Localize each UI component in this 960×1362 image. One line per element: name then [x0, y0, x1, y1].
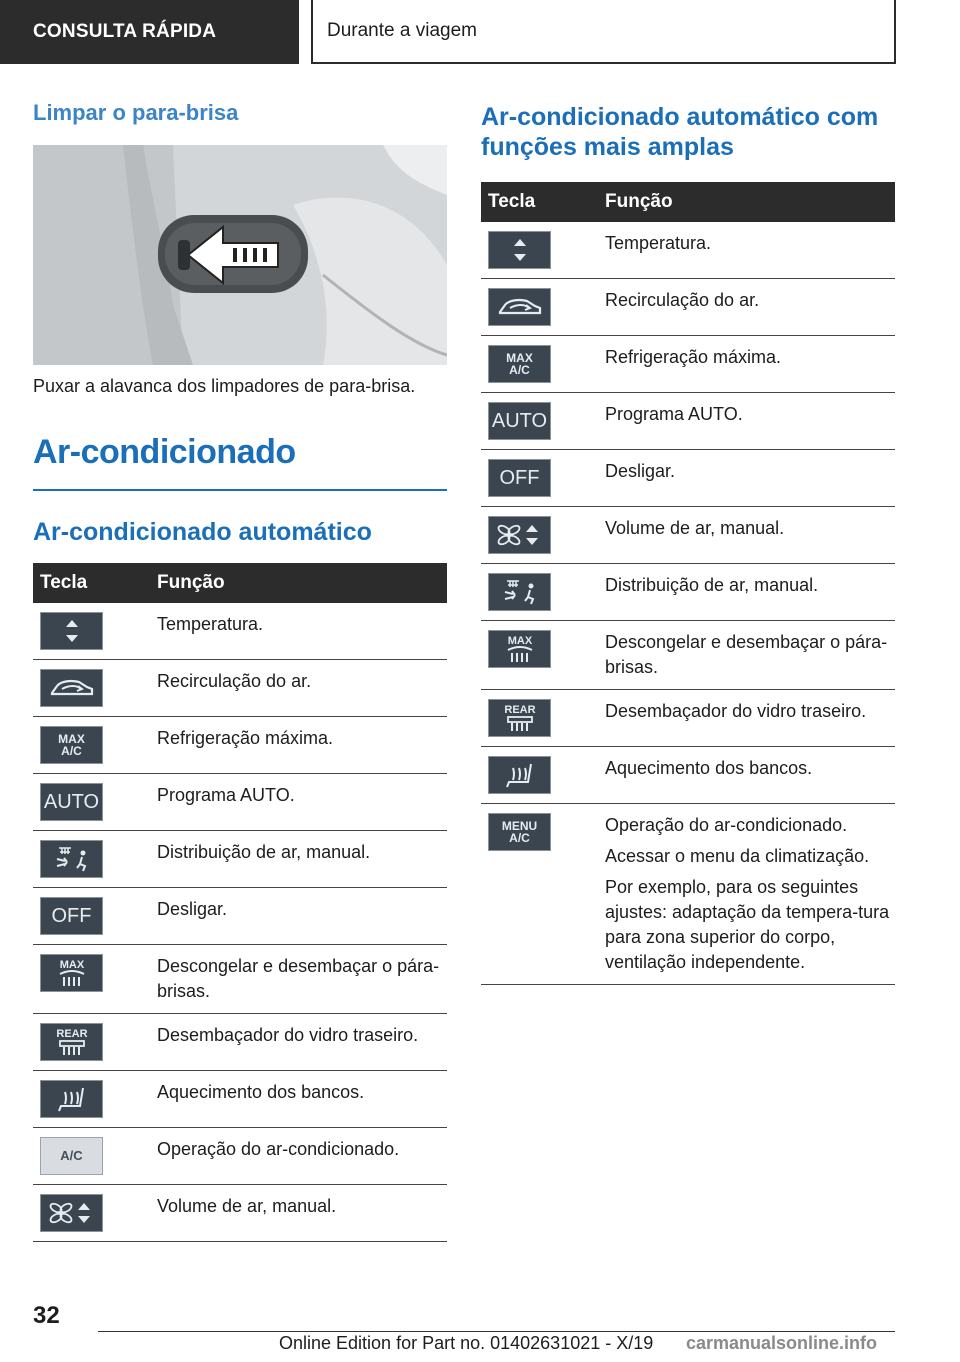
key-cell — [481, 507, 605, 564]
function-cell — [605, 393, 895, 450]
table-row — [481, 507, 895, 564]
col-header-function: Função — [157, 563, 447, 603]
function-text: Operação do ar-condicionado. — [605, 815, 848, 835]
chapter-tab: Durante a viagem — [311, 0, 896, 64]
function-text: Programa AUTO. — [157, 785, 295, 805]
table-row — [481, 279, 895, 336]
recirculation-car-icon — [488, 288, 551, 326]
function-text: Programa AUTO. — [605, 404, 743, 424]
off-icon — [40, 897, 103, 935]
function-cell — [157, 888, 447, 945]
function-cell — [605, 690, 895, 747]
table-header — [481, 182, 895, 222]
wiper-lever-photo — [33, 145, 447, 365]
table-row — [33, 888, 447, 945]
key-cell — [481, 336, 605, 393]
table-row — [481, 450, 895, 507]
key-label: MENU A/C — [501, 819, 538, 845]
function-cell — [157, 774, 447, 831]
fan-volume-icon — [488, 516, 551, 554]
key-cell — [481, 747, 605, 804]
function-text: Refrigeração máxima. — [157, 728, 334, 748]
menu-ac-icon — [488, 813, 551, 851]
col-header-key: Tecla — [33, 563, 157, 603]
key-cell — [481, 393, 605, 450]
ac-chapter-title: Ar-condicionado — [33, 433, 296, 471]
auto-ac-title: Ar-condicionado automático — [33, 518, 372, 546]
auto-ac-table — [33, 563, 447, 1242]
function-cell — [157, 603, 447, 660]
recirculation-car-icon — [40, 669, 103, 707]
key-label: MAX A/C — [506, 351, 533, 377]
wiper-lever-illustration — [33, 145, 447, 365]
function-text: Operação do ar-condicionado. — [157, 1139, 400, 1159]
table-row — [481, 621, 895, 690]
footer-rule — [98, 1331, 895, 1332]
table-row — [33, 717, 447, 774]
key-cell — [481, 564, 605, 621]
off-icon — [488, 459, 551, 497]
function-text: Por exemplo, para os seguintes ajustes: adaptação da tempera-tura para zona superior do corpo, ventilação independente. — [605, 877, 890, 972]
max-ac-icon — [40, 726, 103, 764]
table-row — [481, 336, 895, 393]
table-row — [33, 774, 447, 831]
auto-icon — [40, 783, 103, 821]
col-header-function: Função — [605, 182, 895, 222]
key-cell — [33, 1014, 157, 1071]
title-rule — [33, 489, 447, 491]
auto-icon — [488, 402, 551, 440]
section-tab: CONSULTA RÁPIDA — [0, 0, 299, 64]
function-text: Aquecimento dos bancos. — [605, 758, 813, 778]
key-cell — [481, 621, 605, 690]
function-cell — [157, 1128, 447, 1185]
max-defrost-icon — [40, 954, 103, 992]
key-cell — [33, 1071, 157, 1128]
svg-text:REAR: REAR — [503, 704, 536, 716]
function-cell — [157, 945, 447, 1014]
wiper-caption: Puxar a alavanca dos limpadores de para-brisa. — [33, 376, 416, 396]
key-label: MAX A/C — [58, 732, 85, 758]
function-cell — [157, 717, 447, 774]
key-label: OFF — [499, 467, 540, 489]
page-number: 32 — [33, 1302, 60, 1329]
right-column — [481, 102, 895, 985]
table-row — [33, 945, 447, 1014]
key-cell — [33, 1185, 157, 1242]
function-text: Volume de ar, manual. — [605, 518, 785, 538]
svg-text:MAX: MAX — [507, 635, 532, 647]
function-cell — [605, 336, 895, 393]
table-row — [481, 564, 895, 621]
function-cell — [605, 279, 895, 336]
max-ac-icon — [488, 345, 551, 383]
table-row — [481, 804, 895, 985]
key-cell — [481, 279, 605, 336]
function-text: Desligar. — [605, 461, 676, 481]
function-cell — [605, 747, 895, 804]
seat-heating-icon — [488, 756, 551, 794]
function-cell — [605, 222, 895, 279]
col-header-key: Tecla — [481, 182, 605, 222]
left-column — [33, 100, 447, 1242]
table-row — [33, 1071, 447, 1128]
table-row — [33, 1128, 447, 1185]
function-text: Temperatura. — [157, 614, 264, 634]
function-text: Descongelar e desembaçar o pára-brisas. — [605, 632, 888, 677]
key-label: AUTO — [43, 791, 100, 813]
table-row — [481, 690, 895, 747]
function-cell — [605, 507, 895, 564]
function-cell — [605, 621, 895, 690]
watermark: carmanualsonline.info — [686, 1333, 878, 1353]
function-cell — [605, 450, 895, 507]
key-cell — [33, 660, 157, 717]
table-header — [33, 563, 447, 603]
function-text: Desembaçador do vidro traseiro. — [157, 1025, 419, 1045]
function-text: Refrigeração máxima. — [605, 347, 782, 367]
function-cell — [157, 1071, 447, 1128]
function-text: Recirculação do ar. — [605, 290, 760, 310]
function-text: Volume de ar, manual. — [157, 1196, 337, 1216]
key-cell — [33, 603, 157, 660]
key-label: A/C — [60, 1148, 83, 1163]
key-cell — [481, 690, 605, 747]
function-cell — [605, 804, 895, 985]
temperature-arrows-icon — [488, 231, 551, 269]
key-cell — [33, 888, 157, 945]
function-cell — [157, 660, 447, 717]
rear-defrost-icon — [488, 699, 551, 737]
air-distribution-icon — [40, 840, 103, 878]
key-cell — [481, 222, 605, 279]
wiper-section-title: Limpar o para-brisa — [33, 100, 239, 125]
function-cell — [157, 1014, 447, 1071]
max-defrost-icon — [488, 630, 551, 668]
table-row — [33, 831, 447, 888]
rear-defrost-icon — [40, 1023, 103, 1061]
function-text: Desligar. — [157, 899, 228, 919]
function-text: Descongelar e desembaçar o pára-brisas. — [157, 956, 440, 1001]
temperature-arrows-icon — [40, 612, 103, 650]
function-text: Distribuição de ar, manual. — [605, 575, 819, 595]
fan-volume-icon — [40, 1194, 103, 1232]
table-row — [33, 1014, 447, 1071]
key-cell — [481, 804, 605, 985]
key-cell — [33, 831, 157, 888]
svg-text:REAR: REAR — [55, 1028, 88, 1040]
function-cell — [157, 1185, 447, 1242]
key-cell — [481, 450, 605, 507]
function-text: Acessar o menu da climatização. — [605, 846, 870, 866]
key-cell — [33, 1128, 157, 1185]
function-text: Distribuição de ar, manual. — [157, 842, 371, 862]
key-cell — [33, 945, 157, 1014]
air-distribution-icon — [488, 573, 551, 611]
function-text: Aquecimento dos bancos. — [157, 1082, 365, 1102]
extended-ac-table — [481, 182, 895, 985]
extended-ac-title: Ar-condicionado automático com funções mais amplas — [481, 103, 879, 161]
key-cell — [33, 774, 157, 831]
function-text: Recirculação do ar. — [157, 671, 312, 691]
table-row — [481, 222, 895, 279]
key-label: OFF — [51, 905, 92, 927]
svg-text:MAX: MAX — [59, 959, 84, 971]
key-cell — [33, 717, 157, 774]
function-cell — [157, 831, 447, 888]
function-text: Desembaçador do vidro traseiro. — [605, 701, 867, 721]
table-row — [481, 747, 895, 804]
table-row — [33, 660, 447, 717]
function-text: Temperatura. — [605, 233, 712, 253]
edition-text: Online Edition for Part no. 01402631021 - X/19 — [279, 1333, 654, 1353]
table-row — [481, 393, 895, 450]
function-cell — [605, 564, 895, 621]
ac-icon — [40, 1137, 103, 1175]
seat-heating-icon — [40, 1080, 103, 1118]
key-label: AUTO — [491, 410, 548, 432]
table-row — [33, 603, 447, 660]
table-row — [33, 1185, 447, 1242]
